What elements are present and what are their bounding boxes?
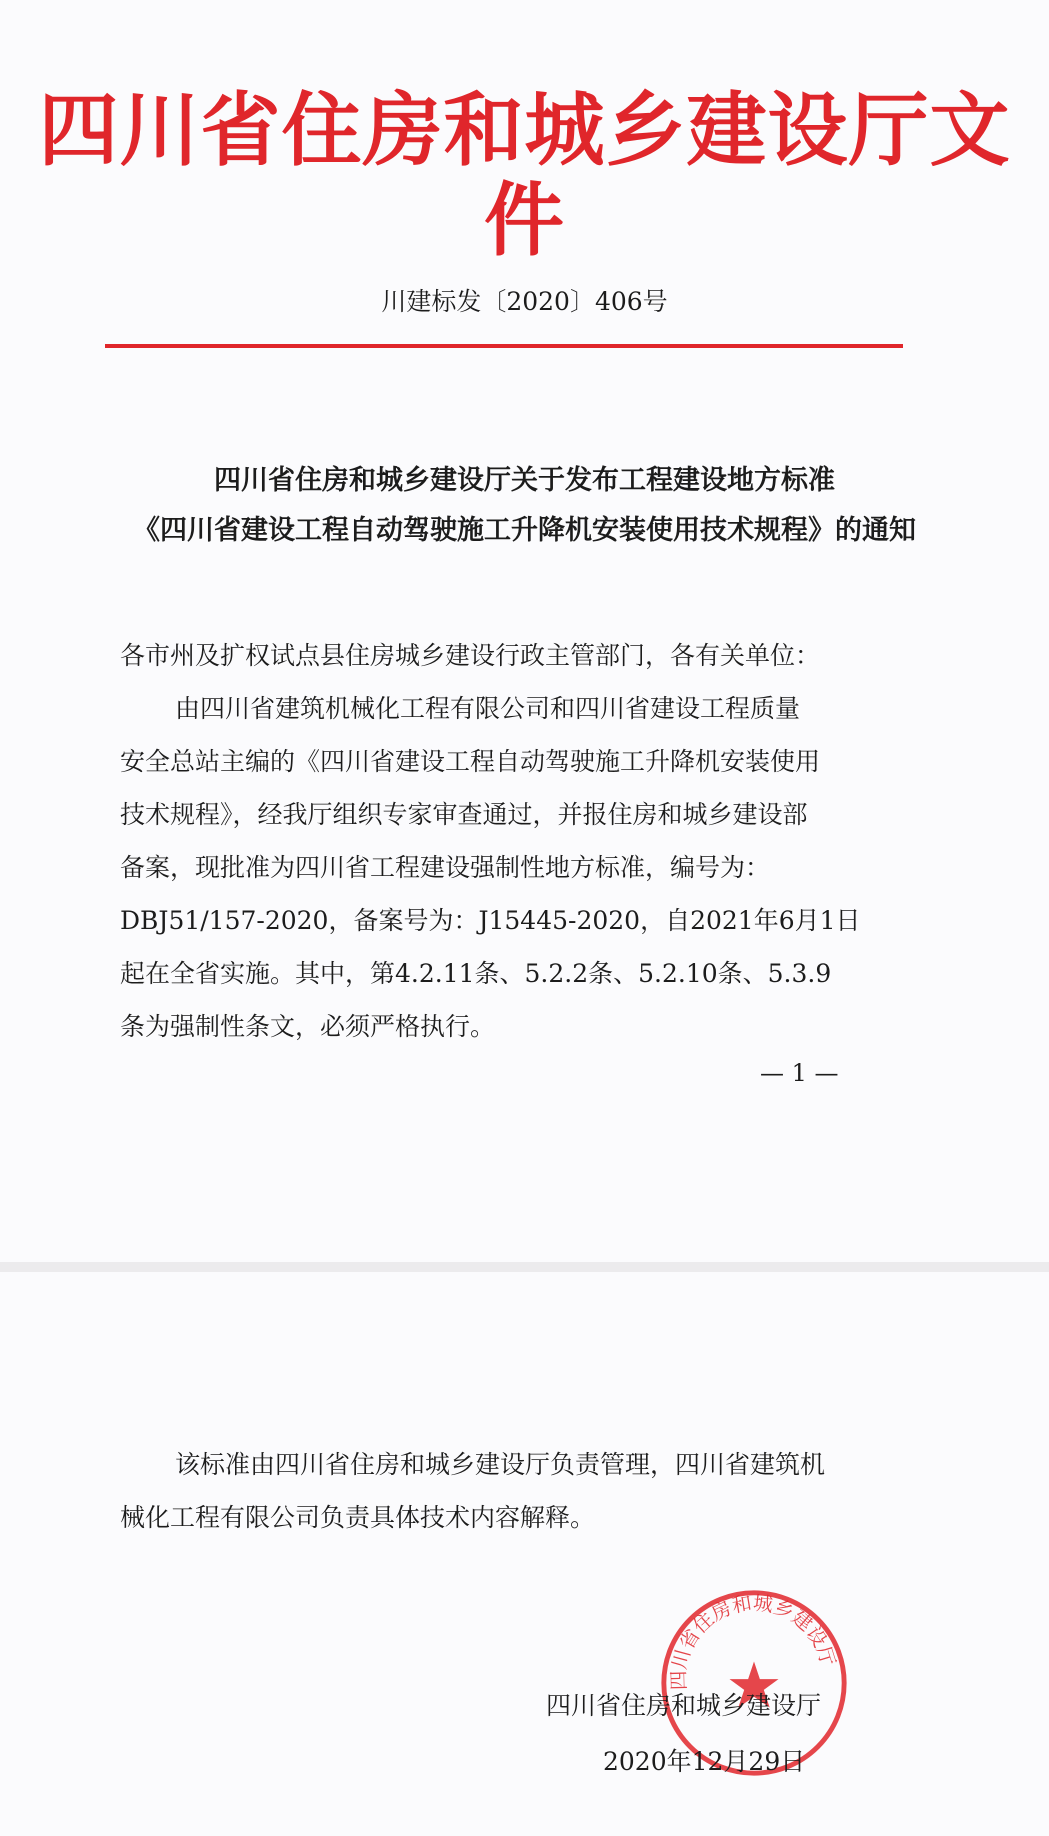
red-divider: [105, 344, 903, 348]
notice-title-line-1: 四川省住房和城乡建设厅关于发布工程建设地方标准: [214, 465, 835, 496]
paragraph-line: DBJ51/157-2020，备案号为：J15445-2020，自2021年6月1日: [120, 906, 861, 935]
paragraph-line: 起在全省实施。其中，第4.2.11条、5.2.2条、5.2.10条、5.3.9: [120, 959, 832, 988]
page-2: [0, 1272, 1049, 1836]
addressee: 各市州及扩权试点县住房城乡建设行政主管部门，各有关单位：: [120, 641, 821, 670]
page-number: — 1 —: [760, 1059, 839, 1087]
paragraph-line: 条为强制性条文，必须严格执行。: [120, 1012, 496, 1041]
issuer-name: 四川省住房和城乡建设厅: [546, 1691, 822, 1720]
seal-text: 四川省住房和城乡建设厅: [667, 1591, 840, 1691]
paragraph-line: 由四川省建筑机械化工程有限公司和四川省建设工程质量: [175, 694, 801, 723]
paragraph-line: 备案，现批准为四川省工程建设强制性地方标准，编号为：: [120, 853, 771, 882]
paragraph-line: 技术规程》，经我厅组织专家审查通过，并报住房和城乡建设部: [120, 800, 808, 829]
paragraph-line: 安全总站主编的《四川省建设工程自动驾驶施工升降机安装使用: [120, 747, 821, 776]
notice-title-line-2: 《四川省建设工程自动驾驶施工升降机安装使用技术规程》的通知: [133, 515, 916, 546]
document-number: 川建标发〔2020〕406号: [381, 287, 668, 316]
issue-date: 2020年12月29日: [603, 1747, 806, 1776]
paragraph-line: 该标准由四川省住房和城乡建设厅负责管理，四川省建筑机: [175, 1450, 826, 1479]
document-header-title: 四川省住房和城乡建设厅文件: [38, 84, 1011, 267]
paragraph-line: 械化工程有限公司负责具体技术内容解释。: [120, 1503, 596, 1532]
